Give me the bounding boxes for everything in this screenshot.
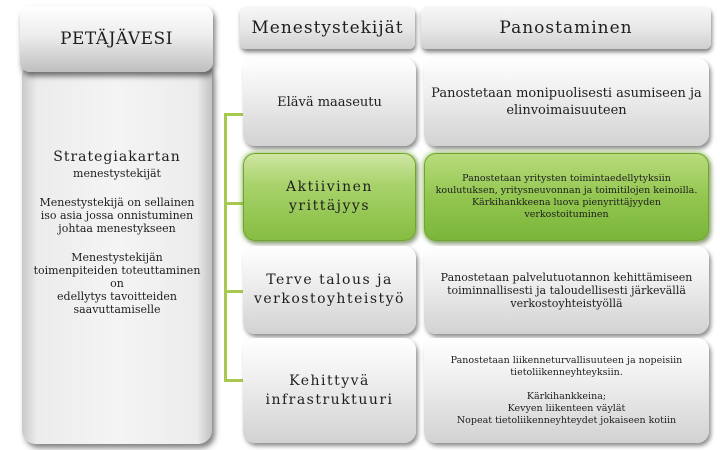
left-panel-paragraph-2-line: toimenpiteiden toteuttaminen (33, 264, 201, 277)
investment-line: verkostoituminen (524, 209, 609, 220)
connector-branch-2 (224, 202, 244, 205)
factor-box-4 (243, 338, 416, 443)
investment-line: Kärkihankkeina; (526, 390, 607, 402)
investment-line: Nopeat tietoliikenneyhteydet jokaiseen kotiin (456, 414, 677, 426)
factor-box-3 (243, 246, 416, 334)
factor-label-3: Terve talous ja verkostoyhteistyö (253, 272, 405, 307)
investment-box-2 (424, 153, 709, 241)
connector-branch-1 (224, 113, 244, 116)
left-panel-paragraph-1: Menestystekijä on sellainen iso asia jossa onnistuminen johtaa menestykseen (39, 196, 195, 235)
header-menestystekijat (240, 7, 415, 49)
investment-line: Panostetaan palvelutuotannon kehittämiseen (440, 270, 693, 284)
left-panel-paragraph-2-line: on (110, 277, 124, 290)
factor-label-1: Elävä maaseutu (277, 94, 382, 110)
left-panel-paragraph-2-line: saavuttamiselle (73, 303, 161, 316)
connector-branch-4 (224, 379, 244, 382)
left-panel-paragraph-2 (27, 251, 207, 316)
left-panel (22, 62, 212, 444)
header-panostaminen-label: Panostaminen (499, 18, 633, 38)
investment-line: Panostetaan yritysten toimintaedellytyksiin (462, 173, 671, 184)
investment-box-4 (424, 338, 709, 443)
investment-line: verkostoyhteistyöllä (510, 296, 623, 310)
left-panel-heading: Strategiakartan (53, 149, 181, 165)
investment-line: Kärkihankkeena luova pienyrittäjyyden (471, 197, 662, 208)
connector-trunk (224, 113, 227, 381)
connector-branch-3 (224, 290, 244, 293)
header-panostaminen (421, 7, 711, 49)
investment-line: Panostetaan liikenneturvallisuuteen ja nopeisiin (450, 354, 683, 366)
investment-line: Panostetaan monipuolisesti asumiseen ja (431, 86, 702, 101)
left-panel-subheading: menestystekijät (73, 167, 161, 180)
title-box (20, 6, 213, 72)
left-panel-paragraph-2-line: Menestystekijän (71, 251, 163, 264)
investment-line: toiminnallisesti ja taloudellisesti järkevällä (447, 283, 686, 297)
factor-box-2 (243, 153, 416, 241)
investment-line: koulutuksen, yritysneuvonnan ja toimitilojen keinoilla. (435, 185, 698, 196)
investment-line: Kevyen liikenteen väylät (507, 402, 626, 414)
left-panel-paragraph-2-line: edellytys tavoitteiden (57, 290, 177, 303)
header-menestystekijat-label: Menestystekijät (251, 18, 404, 38)
page-title: PETÄJÄVESI (60, 29, 173, 49)
factor-label-2: Aktiivinen yrittäjyys (286, 179, 373, 214)
investment-line: elinvoimaisuuteen (506, 103, 627, 118)
investment-box-3 (424, 246, 709, 334)
factor-box-1 (243, 58, 416, 146)
investment-line: tietoliikenneyhteyksiin. (510, 366, 623, 378)
factor-label-4: Kehittyvä infrastruktuuri (265, 372, 394, 408)
investment-box-1 (424, 58, 709, 146)
